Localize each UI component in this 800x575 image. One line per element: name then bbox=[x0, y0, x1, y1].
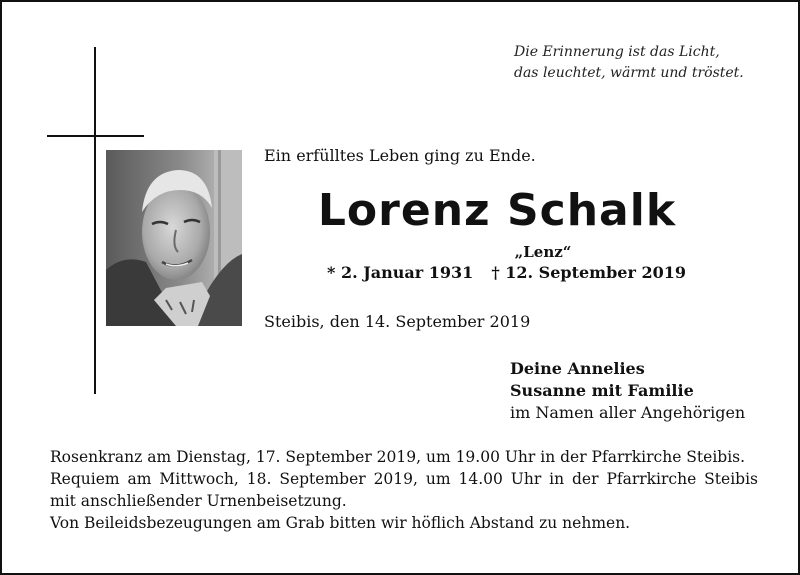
memorial-quote bbox=[514, 42, 794, 84]
death-date: † 12. September 2019 bbox=[491, 263, 686, 282]
quote-line: das leuchtet, wärmt und tröstet. bbox=[514, 65, 744, 81]
cross-vertical-bar bbox=[94, 47, 96, 394]
mourners-block bbox=[510, 358, 745, 424]
nickname: „Lenz“ bbox=[514, 243, 572, 261]
service-notes bbox=[50, 446, 758, 534]
cross-horizontal-bar bbox=[47, 135, 144, 137]
notes-line: Von Beileidsbezeugungen am Grab bitten wir höflich Abstand zu nehmen. bbox=[50, 514, 631, 532]
notes-line: Rosenkranz am Dienstag, 17. September 2019, um 19.00 Uhr in der Pfarrkirche Steibis. bbox=[50, 448, 746, 466]
intro-line: Ein erfülltes Leben ging zu Ende. bbox=[264, 146, 536, 165]
notes-line: Requiem am Mittwoch, 18. September 2019, um 14.00 Uhr in der Pfarrkirche Steibis bbox=[50, 470, 758, 488]
deceased-name: Lorenz Schalk bbox=[317, 185, 677, 236]
quote-line: Die Erinnerung ist das Licht, bbox=[514, 44, 720, 60]
mourner-line: im Namen aller Angehörigen bbox=[510, 403, 746, 422]
portrait-photo bbox=[106, 150, 242, 326]
portrait-image bbox=[106, 150, 242, 326]
birth-date: * 2. Januar 1931 bbox=[327, 263, 474, 282]
life-dates bbox=[327, 263, 686, 282]
notes-line: mit anschließender Urnenbeisetzung. bbox=[50, 492, 347, 510]
mourner-line: Deine Annelies bbox=[510, 359, 645, 378]
mourner-line: Susanne mit Familie bbox=[510, 381, 694, 400]
place-and-date: Steibis, den 14. September 2019 bbox=[264, 312, 531, 331]
